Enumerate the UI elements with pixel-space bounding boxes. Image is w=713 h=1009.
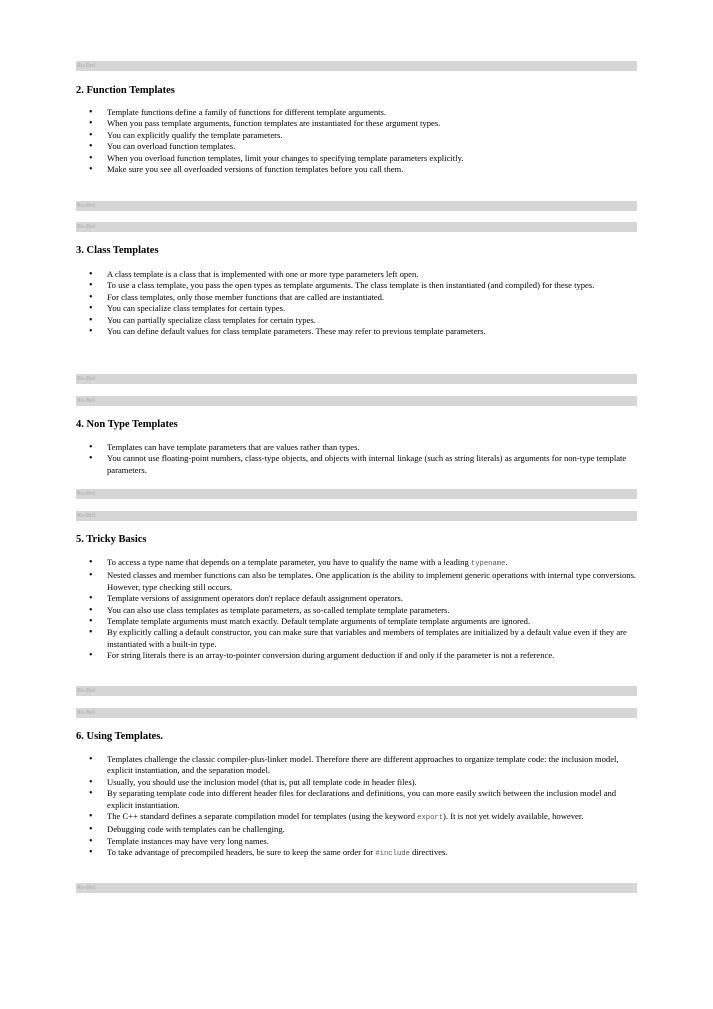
section-heading-tricky-basics: 5. Tricky Basics (76, 534, 147, 545)
separator-bar: Ru-Brd (76, 489, 637, 499)
list-item: • Templates challenge the classic compiler-plus-linker model. Therefore there are different approaches to organize template code: the inclusion model, explicit instantiation, and the separation model. (76, 754, 637, 777)
section-heading-class-templates: 3. Class Templates (76, 245, 159, 256)
list-item: • Template versions of assignment operators don't replace default assignment operators. (76, 593, 637, 604)
list-item-text: directives. (409, 847, 448, 858)
list-item (76, 847, 637, 860)
separator-bar: Ru-Brd (76, 222, 637, 232)
list-item: • You can overload function templates. (76, 141, 637, 152)
list-item: • Templates can have template parameters that are values rather than types. (76, 442, 637, 453)
list-item: • To use a class template, you pass the open types as template arguments. The class template is then instantiated (and compiled) for these types. (76, 280, 637, 291)
list-item-text: To access a type name that depends on a template parameter, you have to qualify the name with a leading (107, 557, 471, 567)
list-item: • You can also use class templates as template parameters, as so-called template template parameters. (76, 605, 637, 616)
section-heading-function-templates: 2. Function Templates (76, 85, 175, 96)
list-item: • You can explicitly qualify the template parameters. (76, 130, 637, 141)
list-item: • A class template is a class that is implemented with one or more type parameters left open. (76, 269, 637, 280)
section-heading-non-type-templates: 4. Non Type Templates (76, 419, 178, 430)
list-item: • You cannot use floating-point numbers, class-type objects, and objects with internal linkage (such as string literals) as arguments for non-type template parameters. (76, 453, 637, 476)
separator-bar: Ru-Brd (76, 61, 637, 71)
list-item-text: The C++ standard defines a separate compilation model for templates (using the keyword (107, 811, 418, 822)
bullet-list-using-templates (76, 754, 637, 861)
separator-bar: Ru-Brd (76, 511, 637, 521)
list-item-text: . (505, 557, 508, 567)
separator-bar: Ru-Brd (76, 396, 637, 406)
list-item: • Nested classes and member functions can also be templates. One application is the ability to implement generic operations with internal type conversions. However, type checking still occurs. (76, 570, 637, 593)
separator-bar: Ru-Brd (76, 708, 637, 718)
list-item-text: To take advantage of precompiled headers, be sure to keep the same order for (107, 847, 376, 858)
code-keyword: #include (375, 850, 410, 859)
list-item: • You can define default values for class template parameters. These may refer to previous template parameters. (76, 326, 637, 337)
separator-bar: Ru-Brd (76, 201, 637, 211)
list-item: • Debugging code with templates can be challenging. (76, 824, 637, 835)
list-item: • You can partially specialize class templates for certain types. (76, 315, 637, 326)
code-keyword: typename (470, 560, 506, 568)
bullet-list-non-type-templates (76, 442, 637, 476)
list-item (76, 811, 637, 824)
bullet-list-class-templates (76, 269, 637, 337)
section-heading-using-templates: 6. Using Templates. (76, 731, 163, 742)
list-item: • You can specialize class templates for certain types. (76, 303, 637, 314)
list-item: • Template functions define a family of functions for different template arguments. (76, 107, 637, 118)
list-item: • By separating template code into different header files for declarations and definitions, you can more easily switch between the inclusion model and explicit instantiation. (76, 788, 637, 811)
list-item: • When you overload function templates, limit your changes to specifying template parameters explicitly. (76, 153, 637, 164)
list-item: • Usually, you should use the inclusion model (that is, put all template code in header files). (76, 777, 637, 788)
separator-bar: Ru-Brd (76, 883, 637, 893)
list-item: • Template instances may have very long names. (76, 836, 637, 847)
list-item: • For class templates, only those member functions that are called are instantiated. (76, 292, 637, 303)
list-item (76, 557, 637, 570)
bullet-list-tricky-basics (76, 557, 637, 662)
bullet-list-function-templates (76, 107, 637, 175)
list-item: • Template template arguments must match exactly. Default template arguments of template template arguments are ignored. (76, 616, 637, 627)
separator-bar: Ru-Brd (76, 686, 637, 696)
list-item: • Make sure you see all overloaded versions of function templates before you call them. (76, 164, 637, 175)
separator-bar: Ru-Brd (76, 374, 637, 384)
list-item-text: ). It is not yet widely available, however. (443, 811, 584, 822)
list-item: • By explicitly calling a default constructor, you can make sure that variables and members of templates are initialized by a default value even if they are instantiated with a built-in type. (76, 627, 637, 650)
code-keyword: export (417, 814, 444, 823)
list-item: • When you pass template arguments, function templates are instantiated for these argument types. (76, 118, 637, 129)
list-item: • For string literals there is an array-to-pointer conversion during argument deduction if and only if the parameter is not a reference. (76, 650, 637, 661)
